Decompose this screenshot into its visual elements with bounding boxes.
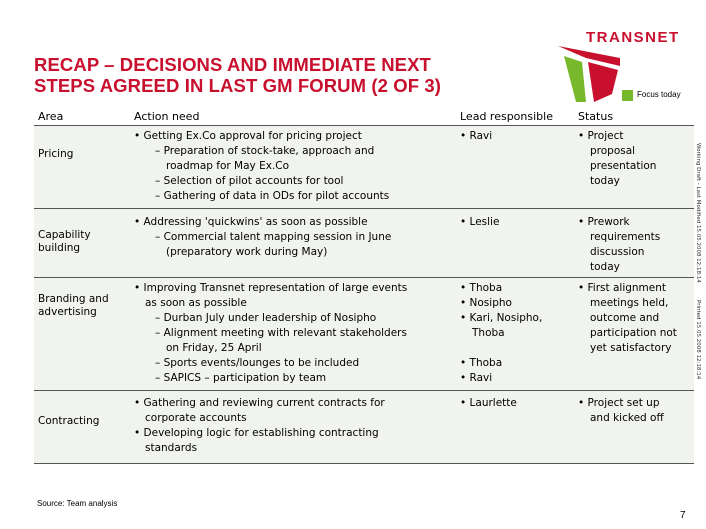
- transnet-logo-icon: [558, 44, 620, 104]
- status-capability-building: • Prework requirements discussion today: [578, 216, 661, 273]
- status-branding-advertising: • First alignment meetings held, outcome and participation not yet satisfactory: [578, 282, 677, 354]
- action-contracting: • Gathering and reviewing current contracts for corporate accounts • Developing logic for establishing contracting standards: [134, 397, 385, 454]
- area-pricing: Pricing: [38, 148, 74, 160]
- area-capability-building: Capability building: [38, 229, 91, 254]
- table-bottom-divider: [34, 463, 694, 464]
- source-note: Source: Team analysis: [37, 499, 118, 508]
- focus-today-swatch: [622, 90, 633, 101]
- column-header-lead: Lead responsible: [460, 110, 553, 123]
- column-header-action: Action need: [134, 110, 200, 123]
- column-header-area: Area: [38, 110, 64, 123]
- action-pricing: • Getting Ex.Co approval for pricing project – Preparation of stock-take, approach and roadmap for May Ex.Co – Selection of pilot accounts for tool – Gathering of data in ODs for pilot accounts: [134, 130, 390, 202]
- page-number: 7: [680, 510, 686, 521]
- status-contracting: • Project set up and kicked off: [578, 397, 664, 424]
- printed-note: Printed 15.05.2008 12:18:14: [695, 300, 701, 380]
- lead-capability-building: • Leslie: [460, 216, 500, 228]
- title-line-2: STEPS AGREED IN LAST GM FORUM (2 OF 3): [34, 75, 442, 96]
- lead-pricing: • Ravi: [460, 130, 493, 142]
- focus-today-label: Focus today: [637, 90, 681, 99]
- area-contracting: Contracting: [38, 415, 100, 427]
- working-draft-note: Working Draft - Last Modified 15.05.2008 12:18:14: [695, 143, 701, 283]
- lead-contracting: • Laurlette: [460, 397, 517, 409]
- area-branding-advertising: Branding and advertising: [38, 293, 109, 318]
- logo-text: TRANSNET: [586, 29, 680, 46]
- action-branding-advertising: • Improving Transnet representation of large events as soon as possible – Durban July under leadership of Nosipho – Alignment meeting with relevant stakeholders on Friday, 25 April – Sports events/lounges to be included – SAPICS – participation by team: [134, 282, 408, 384]
- action-capability-building: • Addressing 'quickwins' as soon as possible – Commercial talent mapping session in June (preparatory work during May): [134, 216, 392, 258]
- lead-branding-advertising: • Thoba • Nosipho • Kari, Nosipho, Thoba • Thoba • Ravi: [460, 282, 543, 384]
- title-line-1: RECAP – DECISIONS AND IMMEDIATE NEXT: [34, 54, 431, 75]
- column-header-status: Status: [578, 110, 614, 123]
- page-title: [34, 54, 554, 96]
- status-pricing: • Project proposal presentation today: [578, 130, 657, 187]
